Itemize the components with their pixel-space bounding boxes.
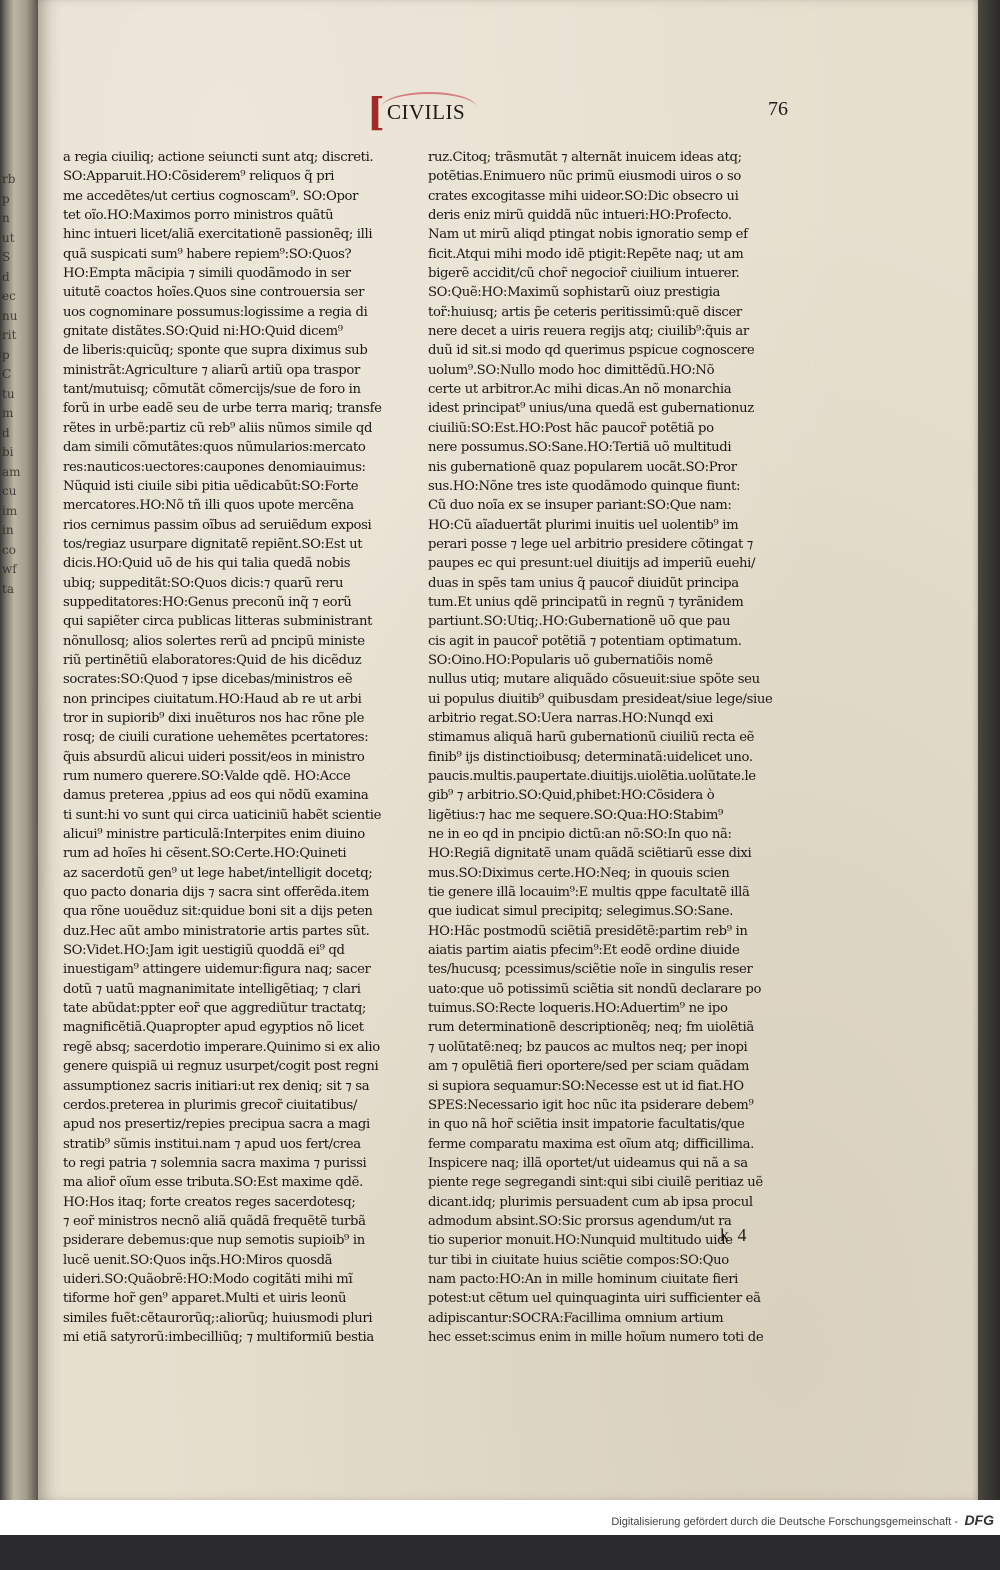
text-line: res:nauticos:uectores:caupones denomiauimus: [63, 459, 366, 475]
text-line: tie genere illã locauim⁹:E multis qppe facultatẽ illã [428, 885, 750, 901]
text-line: suppeditatores:HO:Genus preconũ inq̃ ⁊ eorũ [63, 594, 352, 610]
text-line: crates excogitasse mihi uideor.SO:Dic obsecro ui [428, 188, 739, 204]
text-line: bigerẽ accidit/cũ chor̃ negocior̃ ciuilium intuerer. [428, 266, 740, 282]
text-line: ministrãt:Agriculture ⁊ aliarũ artiũ opa traspor [63, 362, 360, 378]
text-line: q̃uis absurdũ alicui uideri possit/eos in ministro [63, 749, 365, 765]
text-line: me accedẽtes/ut certius cognoscam⁹. SO:Opor [63, 188, 359, 204]
book-page [38, 0, 978, 1500]
text-line: tiforme hor̃ gen⁹ apparet.Multi et uiris leonũ [63, 1291, 347, 1307]
text-line: gib⁹ ⁊ arbitrio.SO:Quid,phibet:HO:Cõsidera ò [428, 788, 715, 804]
text-line: SO:Oino.HO:Popularis uõ gubernatiõis nomẽ [428, 652, 713, 668]
text-line: rios cernimus passim oĩbus ad seruiẽdum exposi [63, 517, 372, 533]
text-line: tum.Et unius qdẽ principatũ in regnũ ⁊ tyrãnidem [428, 594, 744, 610]
text-line: ciuiliũ:SO:Est.HO:Post hãc paucor̃ potẽtiã po [428, 420, 714, 436]
facing-page-text-fragment: rb p n ut S d ec nu rit p C tu m d bi am cu im in co wf ta [2, 172, 21, 596]
text-line: magnificẽtiã.Quapropter apud egyptios nõ licet [63, 1020, 364, 1036]
text-line: nis gubernationẽ quaz popularem uocãt.SO:Pror [428, 459, 737, 475]
text-line: ubiq; suppeditãt:SO:Quos dicis:⁊ quarũ reru [63, 575, 344, 591]
text-line: SPES:Necessario igit hoc nũc ita psiderare debem⁹ [428, 1097, 754, 1113]
text-line: idest principat⁹ unius/una quedã est gubernationuz [428, 401, 754, 417]
text-line: mi etiã satyrorũ:imbecilliũq; ⁊ multiformiũ bestia [63, 1329, 374, 1345]
text-line: sus.HO:Nõne tres iste quodãmodo quinque fiunt: [428, 478, 741, 494]
text-line: HO:Hos itaq; forte creatos reges sacerdotesq; [63, 1194, 356, 1210]
text-line: ma alior̃ oĩum esse tributa.SO:Est maxime qdẽ. [63, 1175, 363, 1191]
text-line: dicis.HO:Quid uõ de his qui talia quedã nobis [63, 556, 351, 572]
text-line: nullus utiq; mutare aliquãdo cõsueuit:siue spõte seu [428, 672, 760, 688]
text-line: duas in spẽs tam unius q̃ paucor̃ diuidũt principa [428, 575, 739, 591]
text-line: rum ad hoĩes hi cẽsent.SO:Certe.HO:Quineti [63, 846, 347, 862]
text-line: lucẽ uenit.SO:Quos inq̃s.HO:Miros quosdã [63, 1252, 333, 1268]
text-line: cerdos.preterea in plurimis grecor̃ ciuitatibus/ [63, 1097, 357, 1113]
text-line: HO:Empta mãcipia ⁊ simili quodãmodo in ser [63, 266, 351, 282]
text-line: tror in supiorib⁹ dixi inuẽturos nos hac rõne ple [63, 710, 365, 726]
text-line: non principes ciuitatum.HO:Haud ab re ut arbi [63, 691, 362, 707]
text-line: nõnullosq; alios solertes rerũ ad pncipũ ministe [63, 633, 365, 649]
text-line: tes/hucusq; pcessimus/sciẽtie noĩe in singulis reser [428, 962, 753, 978]
text-line: quã suspicati sum⁹ habere repiem⁹:SO:Quos? [63, 246, 352, 262]
text-line: dam simili cõmutãtes:quos nũmularios:mercato [63, 440, 366, 456]
text-line: forũ in urbe eadẽ seu de urbe terra mariq; transfe [63, 401, 382, 417]
text-line: damus preterea ,ppius ad eos qui nõdũ examina [63, 788, 369, 804]
text-line: SO:Videt.HO:Jam igit uestigiũ quoddã ei⁹ qd [63, 943, 345, 959]
text-line: nere possumus.SO:Sane.HO:Tertiã uõ multitudi [428, 440, 732, 456]
text-line: aiatis partim aiatis pfecim⁹:Et eodẽ ordine diuide [428, 943, 740, 959]
text-line: mercatores.HO:Nõ tñ illi quos upote mercẽna [63, 498, 354, 514]
text-line: potẽtias.Enimuero nũc primũ eiusmodi uiros o so [428, 169, 741, 185]
folio-number: 76 [768, 98, 788, 120]
text-line: duũ id sit.si modo qd querimus pspicue cognoscere [428, 343, 755, 359]
text-line: qua rõne uouẽduz sit:quidue boni sit a dijs peten [63, 904, 373, 920]
text-line: alicui⁹ ministre particulã:Interpites enim diuino [63, 827, 365, 843]
text-line: ⁊ eor̃ ministros necnõ aliã quãdã frequẽtẽ turbã [63, 1213, 366, 1229]
text-line: perari posse ⁊ lege uel arbitrio presidere cõtingat ⁊ [428, 536, 753, 552]
text-line: ruz.Citoq; trãsmutãt ⁊ alternãt inuicem ideas atq; [428, 150, 742, 165]
text-line: deris eniz mirũ quiddã nũc intueri:HO:Profecto. [428, 208, 732, 224]
text-line: am ⁊ opulẽtiã fieri oportere/sed per sciam quãdam [428, 1059, 750, 1075]
text-line: ui populus diuitib⁹ quibusdam presideat/siue lege/siue [428, 691, 773, 707]
text-line: stratib⁹ sũmis institui.nam ⁊ apud uos fert/crea [63, 1136, 361, 1152]
text-line: rẽtes in urbẽ:partiz cũ reb⁹ aliis nũmos simile qd [63, 420, 373, 436]
text-line: rum numero querere.SO:Valde qdẽ. HO:Acce [63, 769, 351, 784]
text-line: que iudicat simul precipitq; selegimus.SO:Sane. [428, 904, 734, 920]
text-line: hinc intueri licet/aliã exercitationẽ passionẽq; illi [63, 227, 373, 243]
text-line: certe ut arbitror.Ac mihi dicas.An nõ monarchia [428, 382, 732, 398]
text-line: tos/regiaz usurpare dignitatẽ repiẽnt.SO:Est ut [63, 536, 363, 552]
text-line: Inspicere naq; illã oportet/ut uideamus qui nã a sa [428, 1155, 748, 1171]
text-line: quo pacto donaria dijs ⁊ sacra sint offerẽda.item [63, 885, 370, 901]
text-line: SO:Apparuit.HO:Cõsiderem⁹ reliquos q̃ pri [63, 169, 335, 185]
text-line: rum determinationẽ descriptionẽq; neq; fm uiolẽtiã [428, 1020, 754, 1036]
text-line: qui sapiẽter circa publicas litteras subministrant [63, 614, 373, 630]
text-line: a regia ciuiliq; actione seiuncti sunt atq; discreti. [63, 150, 374, 165]
text-line: similes fuẽt:cẽtaurorũq;:aliorũq; huiusmodi pluri [63, 1310, 373, 1326]
text-line: tio superior monuit.HO:Nunquid multitudo uide [428, 1233, 733, 1249]
text-line: arbitrio regat.SO:Uera narras.HO:Nunqd exi [428, 710, 714, 726]
text-line: si supiora sequamur:SO:Necesse est ut id fiat.HO [428, 1078, 744, 1094]
text-line: Cũ duo noĩa ex se insuper pariant:SO:Que nam: [428, 498, 732, 514]
text-line: uolum⁹.SO:Nullo modo hoc dimittẽdũ.HO:Nõ [428, 362, 715, 378]
text-line: to regi patria ⁊ solemnia sacra maxima ⁊ purissi [63, 1155, 367, 1171]
text-line: assumptionez sacris initiari:ut rex deniq; sit ⁊ sa [63, 1078, 370, 1094]
text-line: tant/mutuisq; cõmutãt cõmercijs/sue de foro in [63, 382, 361, 398]
text-line: de liberis:quicũq; sponte que supra diximus sub [63, 343, 368, 359]
footer-credit: Digitalisierung gefördert durch die Deutsche Forschungsgemeinschaft - [611, 1516, 958, 1528]
right-text-column [428, 148, 773, 1347]
text-line: piente rege segregandi sint:qui sibi ciuilẽ peritiaz uẽ [428, 1175, 763, 1191]
text-line: finib⁹ ijs distinctioibusq; determinatã:uidelicet uno. [428, 749, 753, 765]
text-line: az sacerdotũ gen⁹ ut lege habet/intelligit docetq; [63, 865, 373, 881]
text-line: ne in eo qd in pncipio dictũ:an nõ:SO:In quo nã: [428, 827, 732, 843]
text-line: riũ pertinẽtiũ elaboratores:Quid de his dicẽduz [63, 652, 362, 668]
text-line: tuimus.SO:Recte loqueris.HO:Aduertim⁹ ne ipo [428, 1001, 728, 1017]
text-line: nere decet a uiris reuera regijs atq; ciuilib⁹:q̃uis ar [428, 324, 749, 340]
text-line: dicant.idq; plurimis persuadent cum ab ipsa procul [428, 1194, 753, 1210]
text-line: socrates:SO:Quod ⁊ ipse dicebas/ministros eẽ [63, 672, 353, 688]
facing-page-edge [0, 0, 38, 1500]
text-line: paucis.multis.paupertate.diuitijs.uiolẽtia.uolũtate.le [428, 769, 756, 784]
text-line: uato:que uõ potissimũ sciẽtia sit nondũ declarare po [428, 981, 762, 997]
text-line: tur tibi in ciuitate huius sciẽtie compos:SO:Quo [428, 1252, 729, 1268]
text-line: HO:Regiã dignitatẽ unam quãdã sciẽtiarũ esse dixi [428, 846, 752, 862]
text-line: potest:ut cẽtum uel quinquaginta uiri sufficienter eã [428, 1291, 761, 1307]
running-head-title: CIVILIS [386, 99, 466, 124]
text-line: admodum absint.SO:Sic prorsus agendum/ut ra [428, 1213, 732, 1229]
text-line: psiderare debemus:que nup semotis supioib⁹ in [63, 1233, 365, 1249]
text-line: duz.Hec aũt ambo ministratorie artis partes sũt. [63, 923, 370, 939]
rubricated-paragraph-mark: [ [367, 89, 385, 134]
text-line: apud nos presertiz/repies precipua sacra a magi [63, 1117, 370, 1133]
text-line: ferme comparatu maxima est oĩum atq; difficillima. [428, 1136, 754, 1152]
text-line: ficit.Atqui mihi modo idẽ ptigit:Repẽte naq; ut am [428, 246, 744, 262]
text-line: ti sunt:hi vo sunt qui circa uaticiniũ habẽt scientie [63, 807, 382, 823]
text-line: paupes ec qui presunt:uel diuitijs ad imperiũ euehi/ [428, 556, 756, 572]
text-line: uideri.SO:Quãobrẽ:HO:Modo cogitãti mihi mĩ [63, 1271, 353, 1287]
text-line: cis agit in paucor̃ potẽtiã ⁊ potentiam optimatum. [428, 633, 742, 649]
page-fore-edge-shadow [978, 0, 1000, 1500]
running-head [367, 89, 466, 134]
footer-bar [0, 1500, 1000, 1535]
text-line: uitutẽ coactos hoĩes.Quos sine controuersia ser [63, 285, 365, 301]
text-line: gnitate distãtes.SO:Quid ni:HO:Quid dicem⁹ [63, 324, 343, 340]
text-line: in quo nã hor̃ sciẽtia insit impatorie facultatis/que [428, 1117, 745, 1133]
text-line: rosq; de ciuili curatione uehemẽtes pcertatores: [63, 730, 369, 746]
text-line: genere quispiã ui regnuz usurpet/cogit post regni [63, 1059, 379, 1075]
left-text-column [63, 148, 408, 1347]
text-line: regẽ absq; sacerdotio imperare.Quinimo si ex alio [63, 1039, 380, 1055]
text-line: hec esset:scimus enim in mille hoĩum numero toti de [428, 1329, 764, 1345]
text-line: adipiscantur:SOCRA:Facillima omnium artium [428, 1310, 724, 1326]
text-line: SO:Quẽ:HO:Maximũ sophistarũ oiuz prestigia [428, 285, 721, 301]
text-line: Nũquid isti ciuile sibi pitia uẽdicabũt:SO:Forte [63, 478, 359, 494]
text-line: HO:Hãc postmodũ sciẽtiã presidẽtẽ:partim reb⁹ in [428, 923, 748, 939]
text-line: Nam ut mirũ aliqd ptingat nobis ignoratio semp ef [428, 227, 748, 243]
text-line: inuestigam⁹ attingere uidemur:figura naq; sacer [63, 962, 371, 978]
text-line: mus.SO:Diximus certe.HO:Neq; in quouis scien [428, 865, 730, 881]
text-line: ⁊ uolũtatẽ:neq; bz paucos ac multos neq; per inopi [428, 1039, 748, 1055]
text-line: dotũ ⁊ uatũ magnanimitate intelligẽtiaq; ⁊ clari [63, 981, 361, 997]
text-line: uos cognominare possumus:logissime a regia di [63, 304, 368, 320]
text-line: stimamus aliquã harũ gubernationũ ciuiliũ recta eẽ [428, 730, 755, 746]
text-line: tor̃:huiusq; artis p̃e ceteris peritissimũ:quẽ discer [428, 304, 742, 320]
text-line: ligẽtius:⁊ hac me sequere.SO:Qua:HO:Stabim⁹ [428, 807, 723, 823]
dfg-logo: DFG [964, 1512, 994, 1528]
text-line: tet oĩo.HO:Maximos porro ministros quãtũ [63, 208, 334, 224]
signature-mark: k 4 [720, 1225, 749, 1245]
text-line: HO:Cũ aĩaduertãt plurimi inuitis uel uolentib⁹ im [428, 517, 739, 533]
text-line: tate abũdat:ppter eor̃ que aggrediũtur tractatq; [63, 1001, 366, 1017]
text-line: partiunt.SO:Utiq;.HO:Gubernationẽ uõ que pau [428, 614, 731, 630]
text-line: nam pacto:HO:An in mille hominum ciuitate fieri [428, 1271, 739, 1287]
